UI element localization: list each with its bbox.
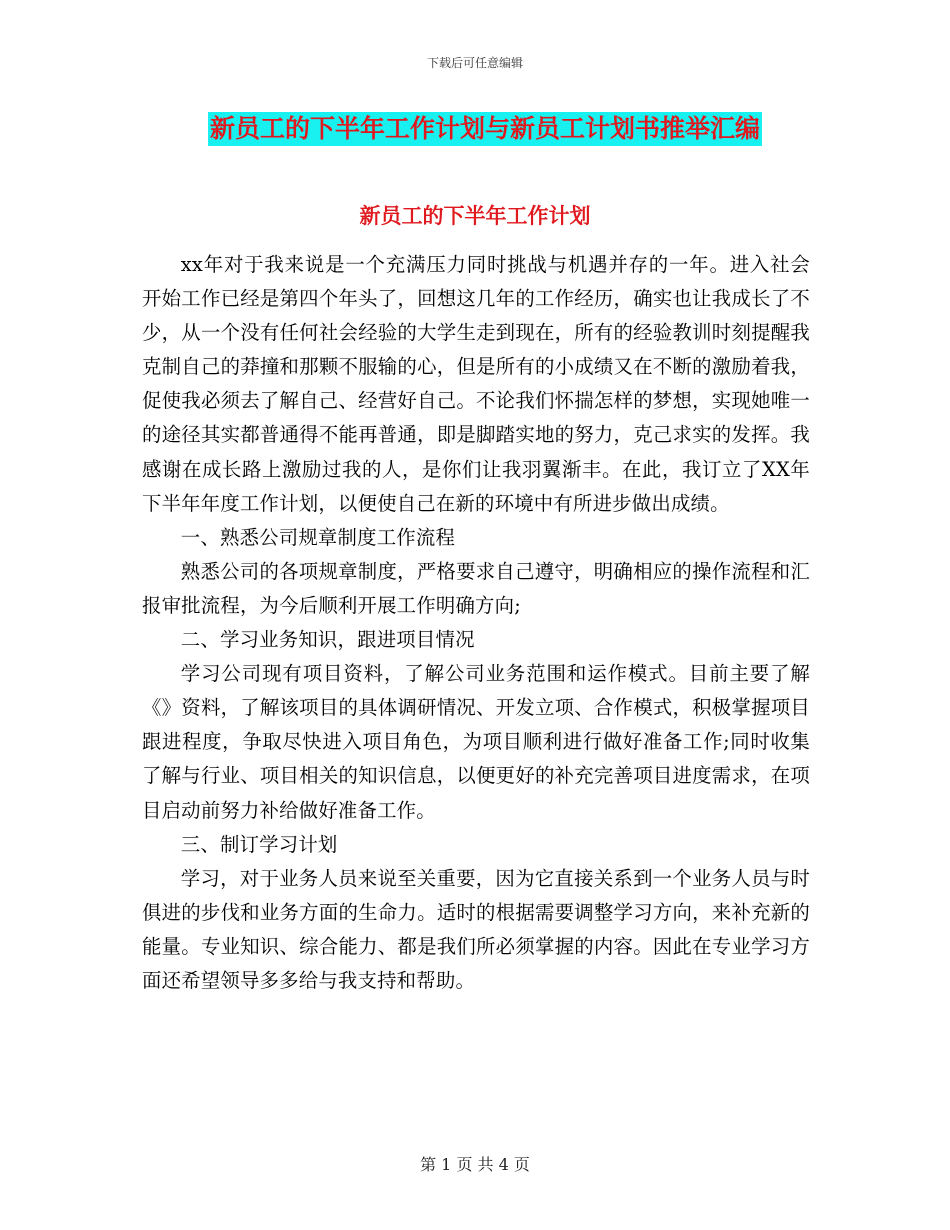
paragraph-3: 学习，对于业务人员来说至关重要，因为它直接关系到一个业务人员与时俱进的步伐和业务方面的生命力。适时的根据需要调整学习方向，来补充新的能量。专业知识、综合能力、都是我们所必须掌握的内容。因此在专业学习方面还希望领导多多给与我支持和帮助。 <box>142 866 810 992</box>
page-footer: 第 1 页 共 4 页 <box>420 1155 530 1174</box>
document-title: 新员工的下半年工作计划与新员工计划书推举汇编 <box>208 112 762 146</box>
document-body <box>142 248 810 998</box>
section-title: 新员工的下半年工作计划 <box>359 203 591 228</box>
heading-1: 一、熟悉公司规章制度工作流程 <box>180 525 456 549</box>
paragraph-2: 学习公司现有项目资料，了解公司业务范围和运作模式。目前主要了解《》资料，了解该项目的具体调研情况、开发立项、合作模式，积极掌握项目跟进程度，争取尽快进入项目角色，为项目顺利进行做好准备工作;同时收集了解与行业、项目相关的知识信息，以便更好的补充完善项目进度需求，在项目启动前努力补给做好准备工作。 <box>142 662 810 822</box>
paragraph-intro: xx年对于我来说是一个充满压力同时挑战与机遇并存的一年。进入社会开始工作已经是第四个年头了，回想这几年的工作经历，确实也让我成长了不少，从一个没有任何社会经验的大学生走到现在，所有的经验教训时刻提醒我克制自己的莽撞和那颗不服输的心，但是所有的小成绩又在不断的激励着我，促使我必须去了解自己、经营好自己。不论我们怀揣怎样的梦想，实现她唯一的途径其实都普通得不能再普通，即是脚踏实地的努力，克己求实的发挥。我感谢在成长路上激励过我的人，是你们让我羽翼渐丰。在此，我订立了XX年下半年年度工作计划，以便使自己在新的环境中有所进步做出成绩。 <box>142 253 810 515</box>
heading-3: 三、制订学习计划 <box>180 832 338 856</box>
header-note: 下载后可任意编辑 <box>426 56 523 70</box>
paragraph-1: 熟悉公司的各项规章制度，严格要求自己遵守，明确相应的操作流程和汇报审批流程，为今后顺利开展工作明确方向; <box>142 559 810 617</box>
heading-2: 二、学习业务知识，跟进项目情况 <box>180 628 475 652</box>
